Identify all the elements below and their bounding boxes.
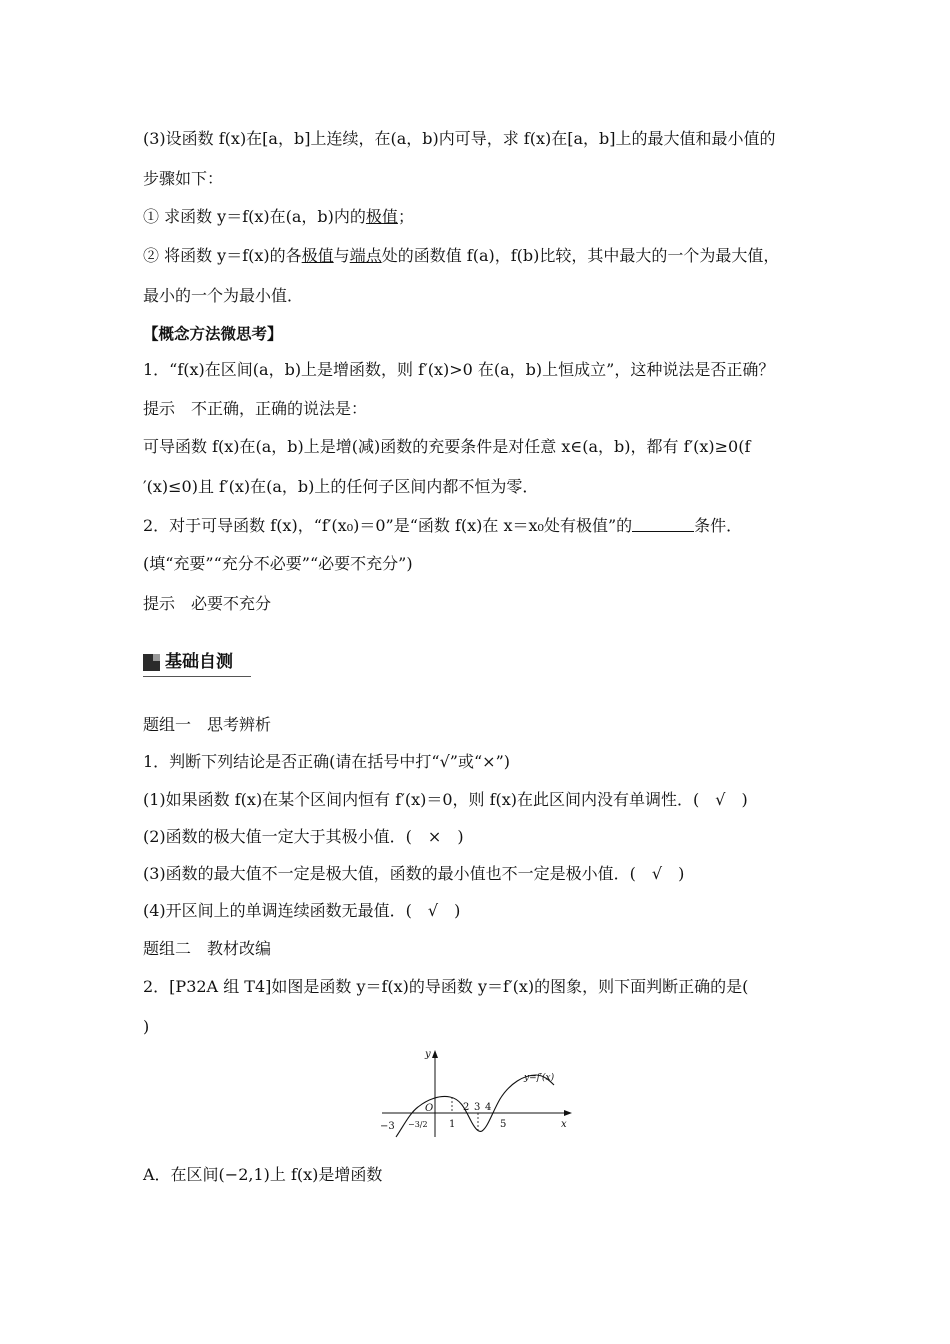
question-2-before: 2．对于可导函数 f(x)，“f′(x₀)＝0”是“函数 f(x)在 x＝x₀处有极值”的 xyxy=(143,516,633,535)
step-two-cont: 最小的一个为最小值． xyxy=(143,286,304,305)
step-two: ② 将函数 y＝f(x)的各极值与端点处的函数值 f(a)，f(b)比较，其中最大的一个为最大值， xyxy=(143,246,780,265)
origin-label: O xyxy=(425,1103,434,1114)
question-1: 1．“f(x)在区间(a，b)上是增函数，则 f′(x)>0 在(a，b)上恒成立”，这种说法是否正确？ xyxy=(143,360,775,379)
hint-1-detail-cont: ′(x)≤0)且 f′(x)在(a，b)上的任何子区间内都不恒为零． xyxy=(143,477,539,496)
hint-2: 提示 必要不充分 xyxy=(143,594,272,613)
exercise-2-paren: ) xyxy=(143,1017,150,1036)
group-one-heading: 题组一 思考辨析 xyxy=(143,715,272,734)
curve-label: y=f′(x) xyxy=(524,1073,555,1083)
tick-label-4: 4 xyxy=(485,1102,492,1113)
exercise-2: 2．[P32A 组 T4]如图是函数 y＝f(x)的导函数 y＝f′(x)的图象，则下面判断正确的是( xyxy=(143,977,749,996)
answer-blank[interactable] xyxy=(632,517,694,532)
question-2-after: 条件． xyxy=(694,516,743,535)
hint-1: 提示 不正确，正确的说法是： xyxy=(143,399,368,418)
group-two-heading: 题组二 教材改编 xyxy=(143,939,272,958)
question-2-options: (填“充要”“充分不必要”“必要不充分”) xyxy=(143,554,413,573)
y-axis-label: y xyxy=(425,1049,431,1060)
tick-label-neg3-2: −3/2 xyxy=(408,1120,428,1129)
x-axis-label: x xyxy=(561,1119,567,1130)
question-2 xyxy=(143,515,825,537)
tick-label-1: 1 xyxy=(449,1119,456,1130)
step-intro-line-2: 步骤如下： xyxy=(143,169,224,188)
tick-label-3: 3 xyxy=(474,1102,481,1113)
section-header xyxy=(143,651,251,677)
tick-label-2: 2 xyxy=(463,1102,470,1113)
step-one: ① 求函数 y＝f(x)在(a，b)内的极值； xyxy=(143,207,414,226)
section-title: 基础自测 xyxy=(165,652,233,672)
derivative-graph xyxy=(378,1047,578,1139)
tick-label-5: 5 xyxy=(500,1119,507,1130)
exercise-1-item-4: (4)开区间上的单调连续函数无最值．( √ ) xyxy=(143,901,461,920)
option-a: A．在区间(−2,1)上 f(x)是增函数 xyxy=(143,1165,383,1184)
exercise-1-item-1: (1)如果函数 f(x)在某个区间内恒有 f′(x)＝0，则 f(x)在此区间内没有单调性．( √ ) xyxy=(143,790,748,809)
section-square-icon xyxy=(143,654,160,671)
concept-heading: 【概念方法微思考】 xyxy=(143,325,283,343)
hint-1-detail: 可导函数 f(x)在(a，b)上是增(减)函数的充要条件是对任意 x∈(a，b)，都有 f′(x)≥0(f xyxy=(143,437,751,456)
x-axis-arrow xyxy=(564,1110,572,1116)
tick-label-neg3: −3 xyxy=(380,1121,395,1132)
exercise-1: 1．判断下列结论是否正确(请在括号中打“√”或“×”) xyxy=(143,752,510,771)
y-axis-arrow xyxy=(432,1050,438,1058)
exercise-1-item-3: (3)函数的最大值不一定是极大值，函数的最小值也不一定是极小值．( √ ) xyxy=(143,864,685,883)
step-intro-line: (3)设函数 f(x)在[a，b]上连续，在(a，b)内可导，求 f(x)在[a，b]上的最大值和最小值的 xyxy=(143,129,776,148)
section-underline xyxy=(143,676,251,677)
exercise-1-item-2: (2)函数的极大值一定大于其极小值．( × ) xyxy=(143,827,464,846)
